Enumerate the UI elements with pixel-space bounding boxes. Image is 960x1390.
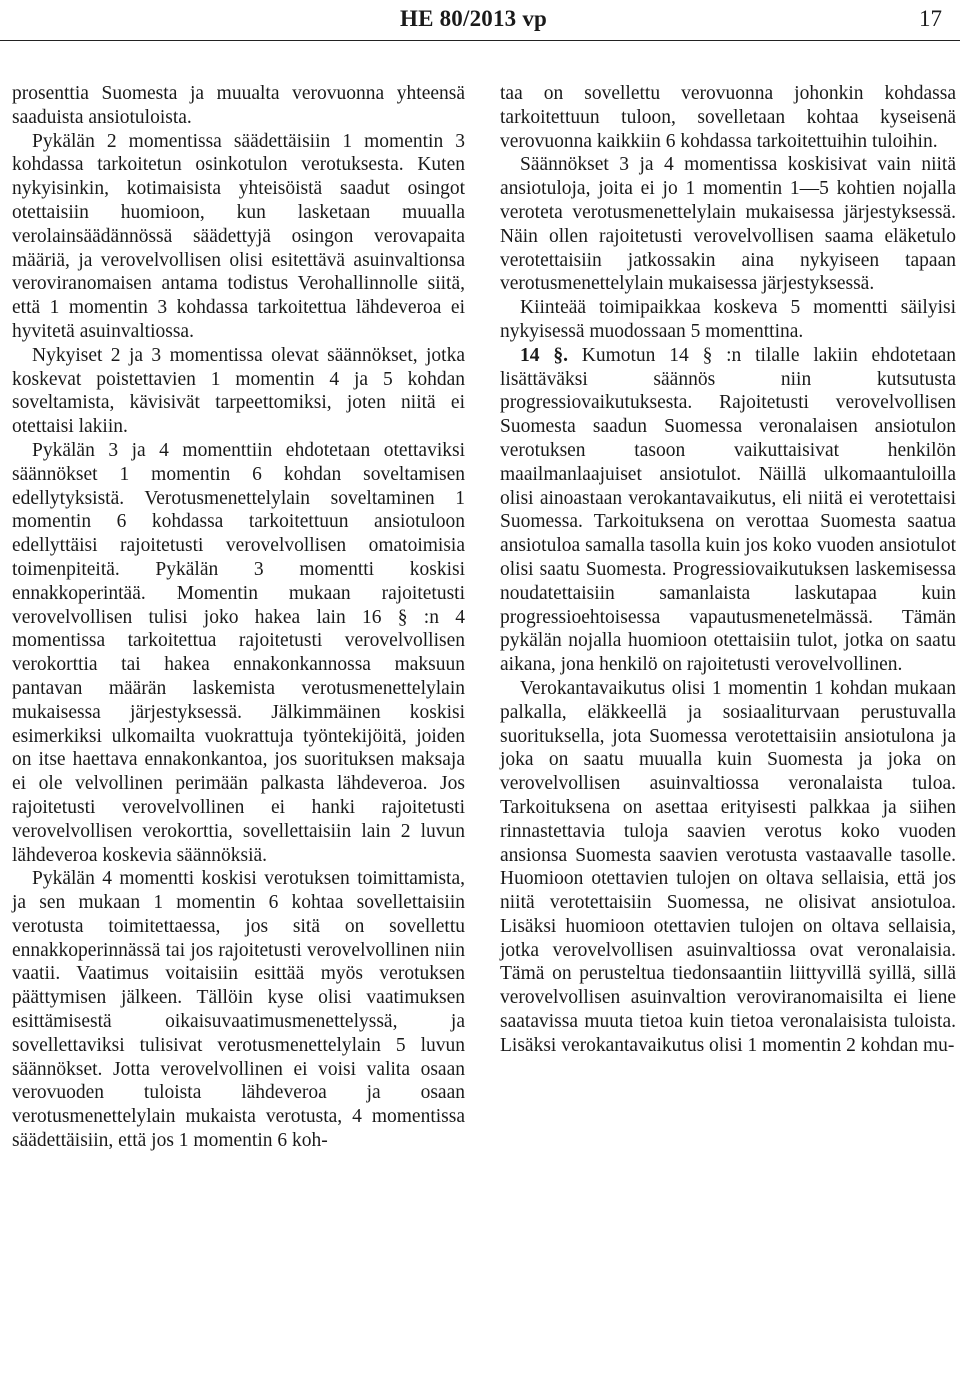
paragraph: Säännökset 3 ja 4 momentissa koskisivat vain niitä ansiotuloja, joita ei jo 1 momentin 1—5 kohtien nojalla veroteta verotusmenettelylain mukaisessa järjestyksessä. Näin ollen rajoitetusti verovelvollisen saama eläketulo verotettaisiin jatkossakin aina nykyiseen tapaan verotusmenettelylain mukaisessa järjestyksessä. [500, 154, 956, 295]
paragraph: prosenttia Suomesta ja muualta verovuonna yhteensä saaduista ansiotuloista. [12, 83, 465, 128]
header-rule [0, 40, 960, 41]
paragraph: Verokantavaikutus olisi 1 momentin 1 kohdan mukaan palkalla, eläkkeellä ja sosiaaliturvaan perustuvalla suorituksella, jota Suomessa verotettaisiin ansiotulona ja joka on saatu muualla kuin Suomesta ja joka on verovelvollisen asuinvaltiossa veronalaista tuloa. Tarkoituksena on asettaa erityisesti palkkaa ja siihen rinnastettavia tuloja saavien verotus koko vuoden ansionsa Suomesta saavien verotusta vastaavalle tasolle. Huomioon otettavien tulojen on oltava sellaisia, että jos niitä verotettaisiin Suomessa, ne olisivat ansiotuloa. Lisäksi huomioon otettavien tulojen on oltava sellaisia, jotka verovelvollisen asuinvaltiossa ovat veronalaisia. Tämä on perusteltua tiedonsaantiin liittyvillä syillä, sillä verovelvollisen asuinvaltion veroviranomaisilta ei liene saatavissa muuta tietoa kuin tietoa veronalaisista tuloista. Lisäksi verokantavaikutus olisi 1 momentin 2 kohdan mu- [500, 677, 956, 1056]
section-text: Kumotun 14 § :n tilalle lakiin ehdotetaan lisättäväksi säännös niin kutsutusta progressiovaikutuksesta. Rajoitetusti verovelvollisen Suomesta saadun Suomessa veronalaisen ansiotulon verotuksen tasoon vaikuttaisivat henkilön maailmanlaajuiset ansiotulot. Näillä ulkomaantuloilla olisi ainoastaan verokantavaikutus, eli niitä ei verotettaisi Suomessa. Tarkoituksena on verottaa Suomesta saatua ansiotuloa samalla tasolla kuin jos koko vuoden ansiotulot olisi saatu Suomesta. Progressiovaikutuksen laskemisessa noudatettaisiin samanlaista laskutapaa kuin progressioehtoisessa vapautusmenetelmässä. Tämän pykälän nojalla huomioon otettaisiin tulot, jotka on saatu aikana, jona henkilö on rajoitetusti verovelvollinen. [500, 344, 957, 676]
section-14-paragraph [500, 344, 956, 677]
paragraph: taa on sovellettu verovuonna johonkin kohdassa tarkoitettuun tuloon, sovelletaan kohtaa kyseisenä verovuonna kaikkiin 6 kohdassa tarkoitettuihin tuloihin. [500, 83, 956, 152]
document-id: HE 80/2013 vp [400, 6, 548, 31]
right-column [500, 82, 956, 1058]
page-header [0, 0, 960, 40]
paragraph: Kiinteää toimipaikkaa koskeva 5 momentti säilyisi nykyisessä muodossaan 5 momenttina. [500, 297, 956, 342]
paragraph: Nykyiset 2 ja 3 momentissa olevat säännökset, jotka koskevat poistettavien 1 momentin 4 ja 5 kohdan soveltamista, kävisivät tarpeettomiksi, joten niitä ei otettaisi lakiin. [12, 344, 465, 438]
paragraph: Pykälän 4 momentti koskisi verotuksen toimittamista, ja sen mukaan 1 momentin 6 kohtaa sovellettaisiin verotusta toimitettaessa, jos sitä on sovellettu ennakkoperinnässä tai jos rajoitetusti verovelvollinen niin vaatii. Vaatimus voitaisiin esittää myös verotuksen päättymisen jälkeen. Tällöin kyse olisi vaatimuksen esittämisestä oikaisuvaatimusmenettelyssä, ja sovellettaviksi tulisivat verotusmenettelylain 5 luvun säännökset. Jotta verovelvollinen ei voisi valita osaan verovuoden tuloista lähdeveroa ja osaan verotusmenettelylain mukaista verotusta, 4 momentissa säädettäisiin, että jos 1 momentin 6 koh- [12, 868, 465, 1152]
paragraph: Pykälän 2 momentissa säädettäisiin 1 momentin 3 kohdassa tarkoitetun osinkotulon verotuksesta. Kuten nykyisinkin, kotimaisista yhteisöistä saadut osingot otettaisiin huomioon, kun lasketaan muualla verolainsäädännössä säädettyjä osingon verovapaita määriä, ja verovelvollisen olisi esitettävä asuinvaltionsa veroviranomaisen antama todistus Verohallinnolle siitä, että 1 momentin 3 kohdassa tarkoitettua lähdeveroa ei hyvitetä asuinvaltiossa. [12, 130, 465, 342]
section-number: 14 §. [520, 344, 568, 366]
page-number: 17 [919, 6, 942, 31]
paragraph: Pykälän 3 ja 4 momenttiin ehdotetaan otettaviksi säännökset 1 momentin 6 kohdan soveltamisen edellytyksistä. Verotusmenettelylain soveltaminen 1 momentin 6 kohdassa tarkoitettuun ansiotuloon edellyttäisi rajoitetusti verovelvollisen omatoimisia toimenpiteitä. Pykälän 3 momentti koskisi ennakkoperintää. Momentin mukaan rajoitetusti verovelvollisen tulisi joko hakea lain 16 § :n 4 momentissa tarkoitettua rajoitetusti verovelvollisen verokorttia tai hakea ennakonkannossa maksuun pantavan määrän laskemista verotusmenettelylain mukaisessa järjestyksessä. Jälkimmäinen koskisi esimerkiksi ulkomailta vuokrattuja työntekijöitä, joiden on itse haettava ennakonkantoa, jos suorituksen maksaja ei ole velvollinen perimään palkasta lähdeveroa. Jos rajoitetusti verovelvollinen ei hanki rajoitetusti verovelvollisen verokorttia, sovellettaisiin lain 2 luvun lähdeveroa koskevia säännöksiä. [12, 439, 465, 866]
left-column [12, 82, 465, 1153]
